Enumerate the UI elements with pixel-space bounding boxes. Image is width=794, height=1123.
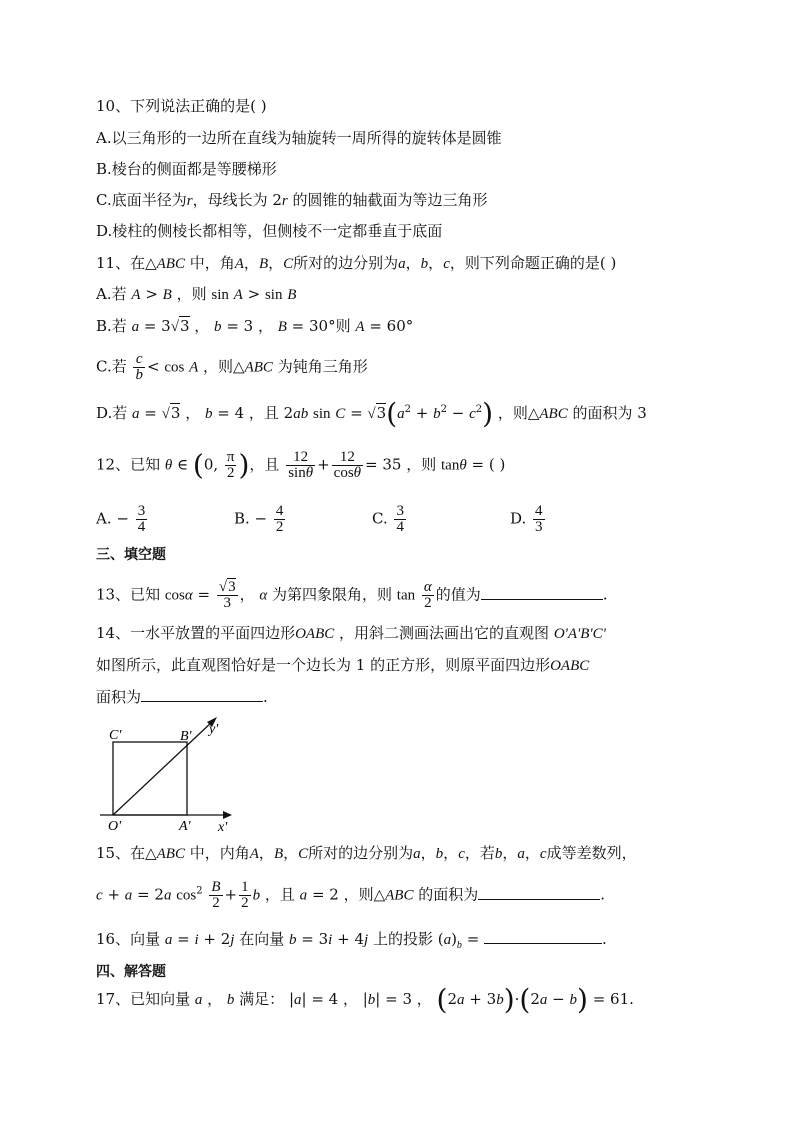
- label-b-prime: B': [180, 729, 192, 744]
- q17-text: 17、已知向量 a ， b 满足： |a| = 4 ， |b| = 3 ， (2a + 3b)·(2a − b) = 61.: [96, 983, 634, 1016]
- label-a-prime: A': [179, 819, 191, 834]
- x-axis-arrow: [223, 811, 232, 819]
- oblique-projection-figure: [96, 712, 246, 837]
- label-o-prime: O': [108, 819, 122, 834]
- section-solution-heading: 四、解答题: [96, 964, 166, 980]
- q10-option-d: D.棱柱的侧棱长都相等，但侧棱不一定都垂直于底面: [96, 222, 443, 240]
- q12-option-c: C. $\frac{3}{4}$: [372, 503, 404, 535]
- q13-text: 13、已知 cosα = $\frac{√3}{3}$ ， α 为第四象限角，则 tan $\frac{\alpha}{2}$ 的值为 .: [96, 579, 608, 611]
- section-fill-in-heading: 三、填空题: [96, 547, 166, 563]
- label-c-prime: C': [109, 728, 122, 743]
- q12-option-d: D. $\frac{4}{3}$: [510, 503, 543, 535]
- q16-text: 16、向量 a = i + 2j 在向量 b = 3i + 4j 上的投影 $(a)_b$ = .: [96, 930, 607, 951]
- q10-option-c: C.底面半径为r，母线长为 2r 的圆锥的轴截面为等边三角形: [96, 191, 488, 209]
- q15-line2: c + a = 2a $\cos^2$ $\frac{B}{2}$ + $\frac{1}{2}$ b ，且 a = 2 ，则△ABC 的面积为 .: [96, 879, 606, 911]
- q10-stem: 10、下列说法正确的是( ): [96, 97, 267, 115]
- q12-option-b: B. − $\frac{4}{2}$: [234, 503, 284, 535]
- q11-option-a: A.若 A > B ，则 sin A > sin B: [96, 285, 297, 303]
- q14-line1: 14、一水平放置的平面四边形OABC ，用斜二测画法画出它的直观图 O'A'B'C': [96, 624, 606, 642]
- q14-line2: 如图所示，此直观图恰好是一个边长为 1 的正方形，则原平面四边形OABC: [96, 656, 590, 674]
- q11-option-d: D.若 a = √3 ， b = 4 ，且 2ab $\sin C = √3(a^2 + b^2 - c^2)$ ，则△ABC 的面积为 3: [96, 397, 647, 430]
- q14-line3: 面积为 .: [96, 688, 268, 706]
- q10-option-a: A.以三角形的一边所在直线为轴旋转一周所得的旋转体是圆锥: [96, 129, 502, 147]
- y-axis: [113, 721, 213, 815]
- q10-option-b: B.棱台的侧面都是等腰梯形: [96, 160, 277, 178]
- q11-option-b: B.若 a = 3√3 ， b = 3 ， B = 30°则 A = 60°: [96, 317, 414, 335]
- q11-stem: 11、在△ABC 中，角A，B，C所对的边分别为a，b，c，则下列命题正确的是( ): [96, 254, 617, 272]
- label-x-prime: x': [218, 820, 228, 835]
- q12-stem: 12、已知 θ ∈ (0, $\frac{\pi}{2}$ )，且 $\frac{12}{\sin\theta}$ + $\frac{12}{\cos\theta}$ = 35 ，则 tanθ = ( ): [96, 448, 506, 482]
- q11-option-c: C.若 $\frac{c}{b}$ < cos A ，则△ABC 为钝角三角形: [96, 351, 368, 383]
- label-y-prime: y': [209, 722, 219, 737]
- q15-line1: 15、在△ABC 中，内角A，B，C所对的边分别为a，b，c，若b，a，c成等差数列，: [96, 844, 637, 862]
- q12-option-a: A. − $\frac{3}{4}$: [96, 503, 146, 535]
